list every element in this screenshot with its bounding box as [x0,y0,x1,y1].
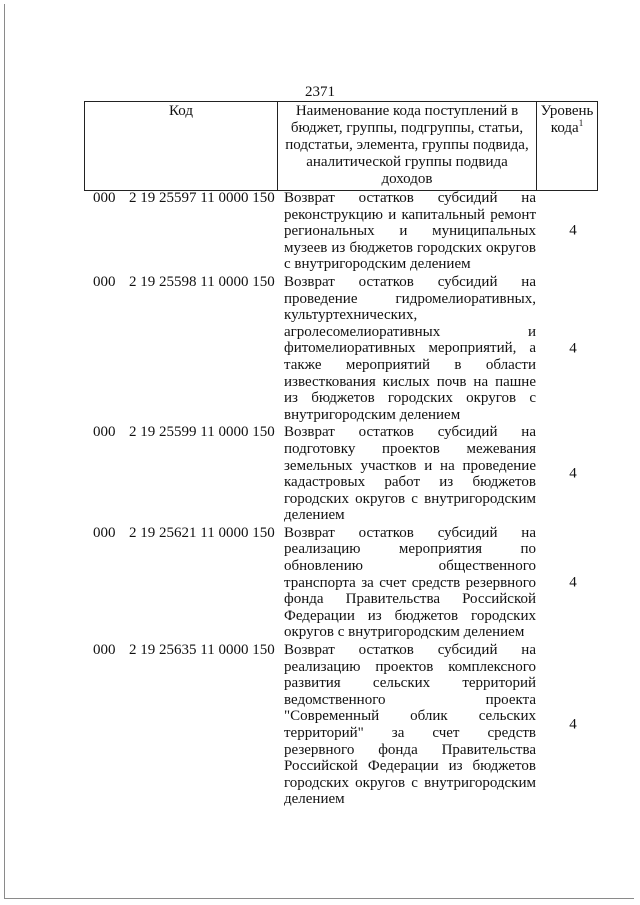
header-level-label: Уровень кода [540,103,594,136]
header-name [278,102,537,191]
header-name-label: Наименование кода поступлений в бюджет, группы, подгруппы, статьи, подстатьи, элемента, группы подвида, аналитической группы подвида доходов [285,103,529,187]
row-prefix: 000 [93,642,116,659]
row-level: 4 [569,222,577,239]
row-name: Возврат остатков субсидий на подготовку проектов межевания земельных участков и на проведение кадастровых работ из бюджетов городских округов с внутригородским делением [284,424,536,524]
page-number: 2371 [305,84,335,100]
table-row [0,424,640,524]
row-code: 2 19 25599 11 0000 150 [129,424,275,441]
row-level: 4 [569,716,577,733]
header-code-label: Код [169,103,193,119]
row-code: 2 19 25598 11 0000 150 [129,273,275,290]
row-name: Возврат остатков субсидий на реализацию мероприятия по обновлению общественного транспорта за счет средств резервного фонда Правительства Российской Федерации из бюджетов городских округов с внутригородским делением [284,524,536,641]
row-code: 2 19 25635 11 0000 150 [129,642,275,659]
table-row [0,190,640,273]
row-prefix: 000 [93,273,116,290]
row-prefix: 000 [93,424,116,441]
table-header [84,101,598,191]
row-level: 4 [569,340,577,357]
row-level: 4 [569,465,577,482]
row-code: 2 19 25597 11 0000 150 [129,190,275,206]
row-prefix: 000 [93,190,116,206]
row-name: Возврат остатков субсидий на проведение гидромелиоративных, культуртехнических, агролесомелиоративных и фитомелиоративных мероприятий, а также мероприятий в области известкования кислых почв на пашне из бюджетов городских округов с внутригородским делением [284,273,536,423]
row-name: Возврат остатков субсидий на реализацию проектов комплексного развития сельских территорий ведомственного проекта "Современный облик сельских территорий" за счет средств резервного фонда Правительства Российской Федерации из бюджетов городских округов с внутригородским делением [284,642,536,808]
table-row [0,525,640,641]
table-row [0,274,640,423]
header-code [85,102,278,191]
footnote-marker: 1 [578,118,584,128]
header-level [537,102,598,191]
row-level: 4 [569,574,577,591]
row-code: 2 19 25621 11 0000 150 [129,524,275,541]
table-row [0,642,640,808]
row-prefix: 000 [93,524,116,541]
row-name: Возврат остатков субсидий на реконструкцию и капитальный ремонт региональных и муниципальных музеев из бюджетов городских округов с внутригородским делением [284,190,536,273]
code-list [0,190,640,808]
